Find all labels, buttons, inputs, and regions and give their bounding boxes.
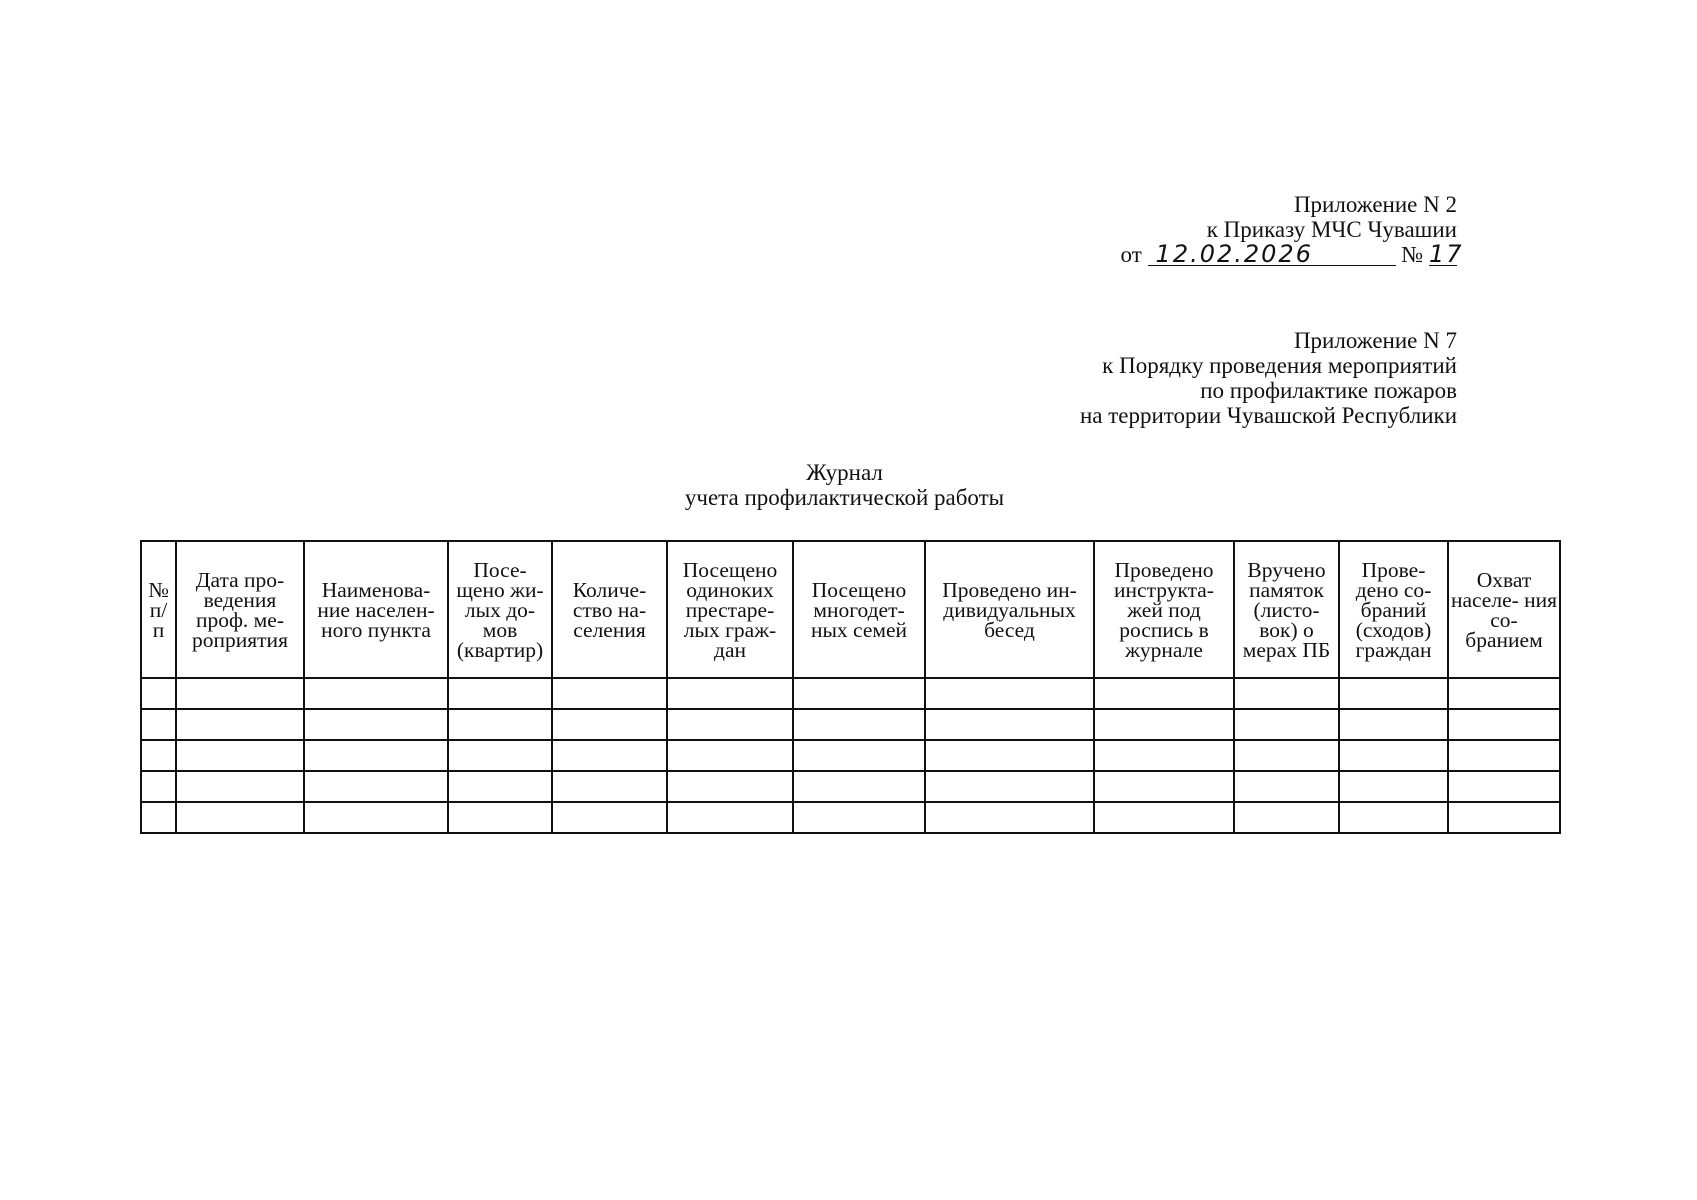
table-cell[interactable] <box>1094 802 1234 833</box>
table-cell[interactable] <box>1339 771 1448 802</box>
table-cell[interactable] <box>304 678 448 709</box>
table-cell[interactable] <box>925 802 1094 833</box>
table-cell[interactable] <box>552 709 667 740</box>
table-body <box>141 678 1560 833</box>
header-cell-leaflets: Вручено памяток (листо- вок) о мерах ПБ <box>1234 541 1339 678</box>
table-cell[interactable] <box>141 678 176 709</box>
appendix-7-line-3: по профилактике пожаров <box>1200 378 1457 403</box>
appendix-2-title: Приложение N 2 <box>1293 192 1457 217</box>
journal-title-line-2: учета профилактической работы <box>684 485 1005 510</box>
header-cell-large-families: Посещено многодет- ных семей <box>793 541 925 678</box>
table-cell[interactable] <box>793 740 925 771</box>
table-cell[interactable] <box>1094 678 1234 709</box>
header-cell-settlement: Наименова- ние населен- ного пункта <box>304 541 448 678</box>
table-cell[interactable] <box>1094 740 1234 771</box>
table-cell[interactable] <box>552 740 667 771</box>
table-cell[interactable] <box>448 771 552 802</box>
appendix-7-title: Приложение N 7 <box>1293 328 1457 353</box>
table-cell[interactable] <box>448 678 552 709</box>
table-cell[interactable] <box>141 802 176 833</box>
table-cell[interactable] <box>176 740 304 771</box>
table-cell[interactable] <box>925 709 1094 740</box>
handwritten-date: 12.02.2026 <box>1148 243 1396 266</box>
table-header-row <box>141 541 1560 678</box>
table-cell[interactable] <box>793 678 925 709</box>
table-cell[interactable] <box>552 678 667 709</box>
table-cell[interactable] <box>1448 740 1560 771</box>
appendix-7-line-4: на территории Чувашской Республики <box>1079 403 1457 428</box>
table-cell[interactable] <box>552 802 667 833</box>
appendix-7-line-2: к Порядку проведения мероприятий <box>1102 353 1457 378</box>
table-row <box>141 740 1560 771</box>
table-cell[interactable] <box>176 709 304 740</box>
table-cell[interactable] <box>1234 802 1339 833</box>
table-cell[interactable] <box>1234 740 1339 771</box>
table-cell[interactable] <box>1448 771 1560 802</box>
table-cell[interactable] <box>1339 678 1448 709</box>
handwritten-number: 17 <box>1429 240 1464 268</box>
table-cell[interactable] <box>793 802 925 833</box>
header-cell-individual-talks: Проведено ин- дивидуальных бесед <box>925 541 1094 678</box>
from-label: от <box>1120 242 1142 267</box>
header-cell-population: Количе- ство на- селения <box>552 541 667 678</box>
table-cell[interactable] <box>1234 678 1339 709</box>
table-cell[interactable] <box>925 678 1094 709</box>
table-cell[interactable] <box>1094 709 1234 740</box>
appendix-7-header <box>1080 328 1457 428</box>
header-cell-date: Дата про- ведения проф. ме- роприятия <box>176 541 304 678</box>
table-cell[interactable] <box>304 709 448 740</box>
appendix-2-header <box>1120 192 1464 268</box>
table-cell[interactable] <box>925 740 1094 771</box>
table-cell[interactable] <box>448 709 552 740</box>
table-cell[interactable] <box>667 802 793 833</box>
table-cell[interactable] <box>448 740 552 771</box>
journal-title <box>0 460 1697 510</box>
table-cell[interactable] <box>552 771 667 802</box>
table-cell[interactable] <box>176 771 304 802</box>
table-row <box>141 709 1560 740</box>
table-cell[interactable] <box>1339 740 1448 771</box>
header-cell-houses-visited: Посе- щено жи- лых до- мов (квартир) <box>448 541 552 678</box>
appendix-2-order-ref: к Приказу МЧС Чувашии <box>1206 217 1457 242</box>
table-cell[interactable] <box>141 771 176 802</box>
table-cell[interactable] <box>1448 802 1560 833</box>
table-cell[interactable] <box>667 771 793 802</box>
table-cell[interactable] <box>1448 709 1560 740</box>
table-cell[interactable] <box>176 678 304 709</box>
table-cell[interactable] <box>1234 709 1339 740</box>
header-cell-meetings: Прове- дено со- браний (сходов) граждан <box>1339 541 1448 678</box>
header-cell-meeting-coverage: Охват населе- ния со- бранием <box>1448 541 1560 678</box>
table-cell[interactable] <box>304 771 448 802</box>
table-cell[interactable] <box>1234 771 1339 802</box>
table-cell[interactable] <box>304 740 448 771</box>
table-cell[interactable] <box>1339 709 1448 740</box>
table-cell[interactable] <box>1339 802 1448 833</box>
table-row <box>141 802 1560 833</box>
table-cell[interactable] <box>667 740 793 771</box>
table-cell[interactable] <box>793 709 925 740</box>
table-cell[interactable] <box>1448 678 1560 709</box>
table-cell[interactable] <box>176 802 304 833</box>
header-cell-number: № п/ п <box>141 541 176 678</box>
appendix-2-date-number-line <box>1120 240 1464 268</box>
table-row <box>141 678 1560 709</box>
table-cell[interactable] <box>141 709 176 740</box>
header-cell-briefings: Проведено инструкта- жей под роспись в журнале <box>1094 541 1234 678</box>
table-cell[interactable] <box>793 771 925 802</box>
journal-title-line-1: Журнал <box>806 460 883 485</box>
table-cell[interactable] <box>448 802 552 833</box>
table-cell[interactable] <box>667 709 793 740</box>
table-cell[interactable] <box>304 802 448 833</box>
table-cell[interactable] <box>667 678 793 709</box>
number-label: № <box>1401 242 1424 267</box>
table-row <box>141 771 1560 802</box>
table-cell[interactable] <box>925 771 1094 802</box>
journal-table <box>140 540 1561 834</box>
table-cell[interactable] <box>141 740 176 771</box>
table-cell[interactable] <box>1094 771 1234 802</box>
header-cell-elderly-visited: Посещено одиноких престаре- лых граж- дан <box>667 541 793 678</box>
